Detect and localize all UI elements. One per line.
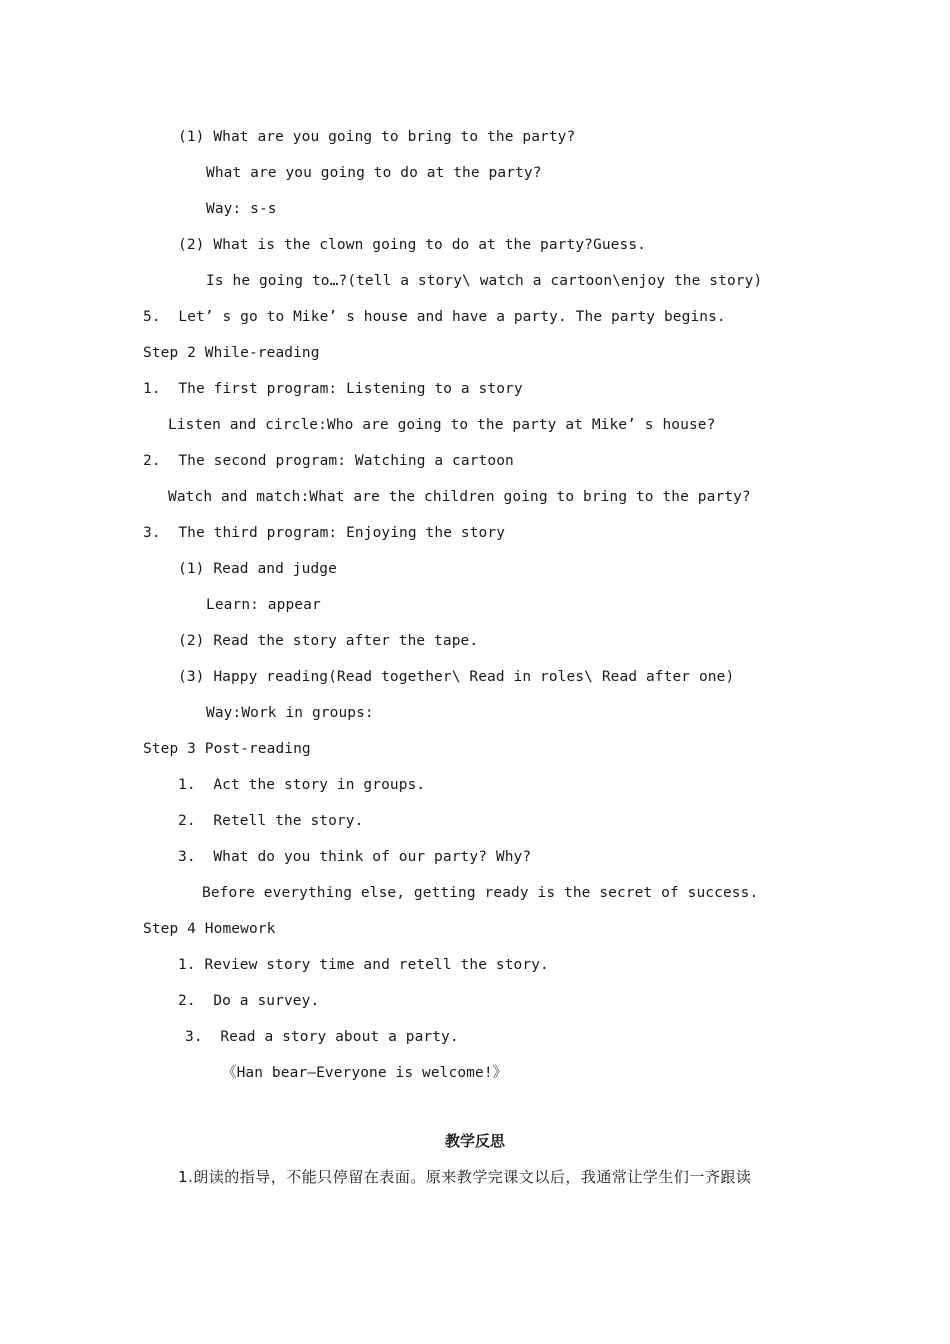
step-4-heading: Step 4 Homework <box>143 921 276 937</box>
book-title-line: 《Han bear—Everyone is welcome!》 <box>222 1065 508 1081</box>
homework-item-2-line: 2. Do a survey. <box>178 993 320 1009</box>
post-item-1-line: 1. Act the story in groups. <box>178 777 426 793</box>
question-1-line: (1) What are you going to bring to the party? <box>178 129 576 145</box>
listen-circle-line: Listen and circle:Who are going to the party at Mike’ s house? <box>168 417 716 433</box>
motto-line: Before everything else, getting ready is the secret of success. <box>202 885 759 901</box>
reflection-title: 教学反思 <box>444 1132 505 1150</box>
step-3-heading: Step 3 Post-reading <box>143 741 311 757</box>
program-1-line: 1. The first program: Listening to a story <box>143 381 523 397</box>
question-2-line: (2) What is the clown going to do at the party?Guess. <box>178 237 646 253</box>
item-5-line: 5. Let’ s go to Mike’ s house and have a party. The party begins. <box>143 309 726 325</box>
work-groups-line: Way:Work in groups: <box>206 705 374 721</box>
learn-line: Learn: appear <box>206 597 321 613</box>
program-2-line: 2. The second program: Watching a cartoon <box>143 453 514 469</box>
question-1-sub-line: What are you going to do at the party? <box>206 165 542 181</box>
read-judge-line: (1) Read and judge <box>178 561 337 577</box>
program-3-line: 3. The third program: Enjoying the story <box>143 525 506 541</box>
post-item-2-line: 2. Retell the story. <box>178 813 364 829</box>
reflection-paragraph: 1.朗读的指导，不能只停留在表面。原来教学完课文以后，我通常让学生们一齐跟读 <box>178 1168 752 1186</box>
homework-item-1-line: 1. Review story time and retell the story. <box>178 957 549 973</box>
read-after-tape-line: (2) Read the story after the tape. <box>178 633 479 649</box>
post-item-3-line: 3. What do you think of our party? Why? <box>178 849 532 865</box>
step-2-heading: Step 2 While-reading <box>143 345 320 361</box>
watch-match-line: Watch and match:What are the children going to bring to the party? <box>168 489 751 505</box>
guess-options-line: Is he going to…?(tell a story\ watch a cartoon\enjoy the story) <box>206 273 763 289</box>
homework-item-3-line: 3. Read a story about a party. <box>185 1029 459 1045</box>
way-line: Way: s-s <box>206 201 277 217</box>
happy-reading-line: (3) Happy reading(Read together\ Read in roles\ Read after one) <box>178 669 735 685</box>
